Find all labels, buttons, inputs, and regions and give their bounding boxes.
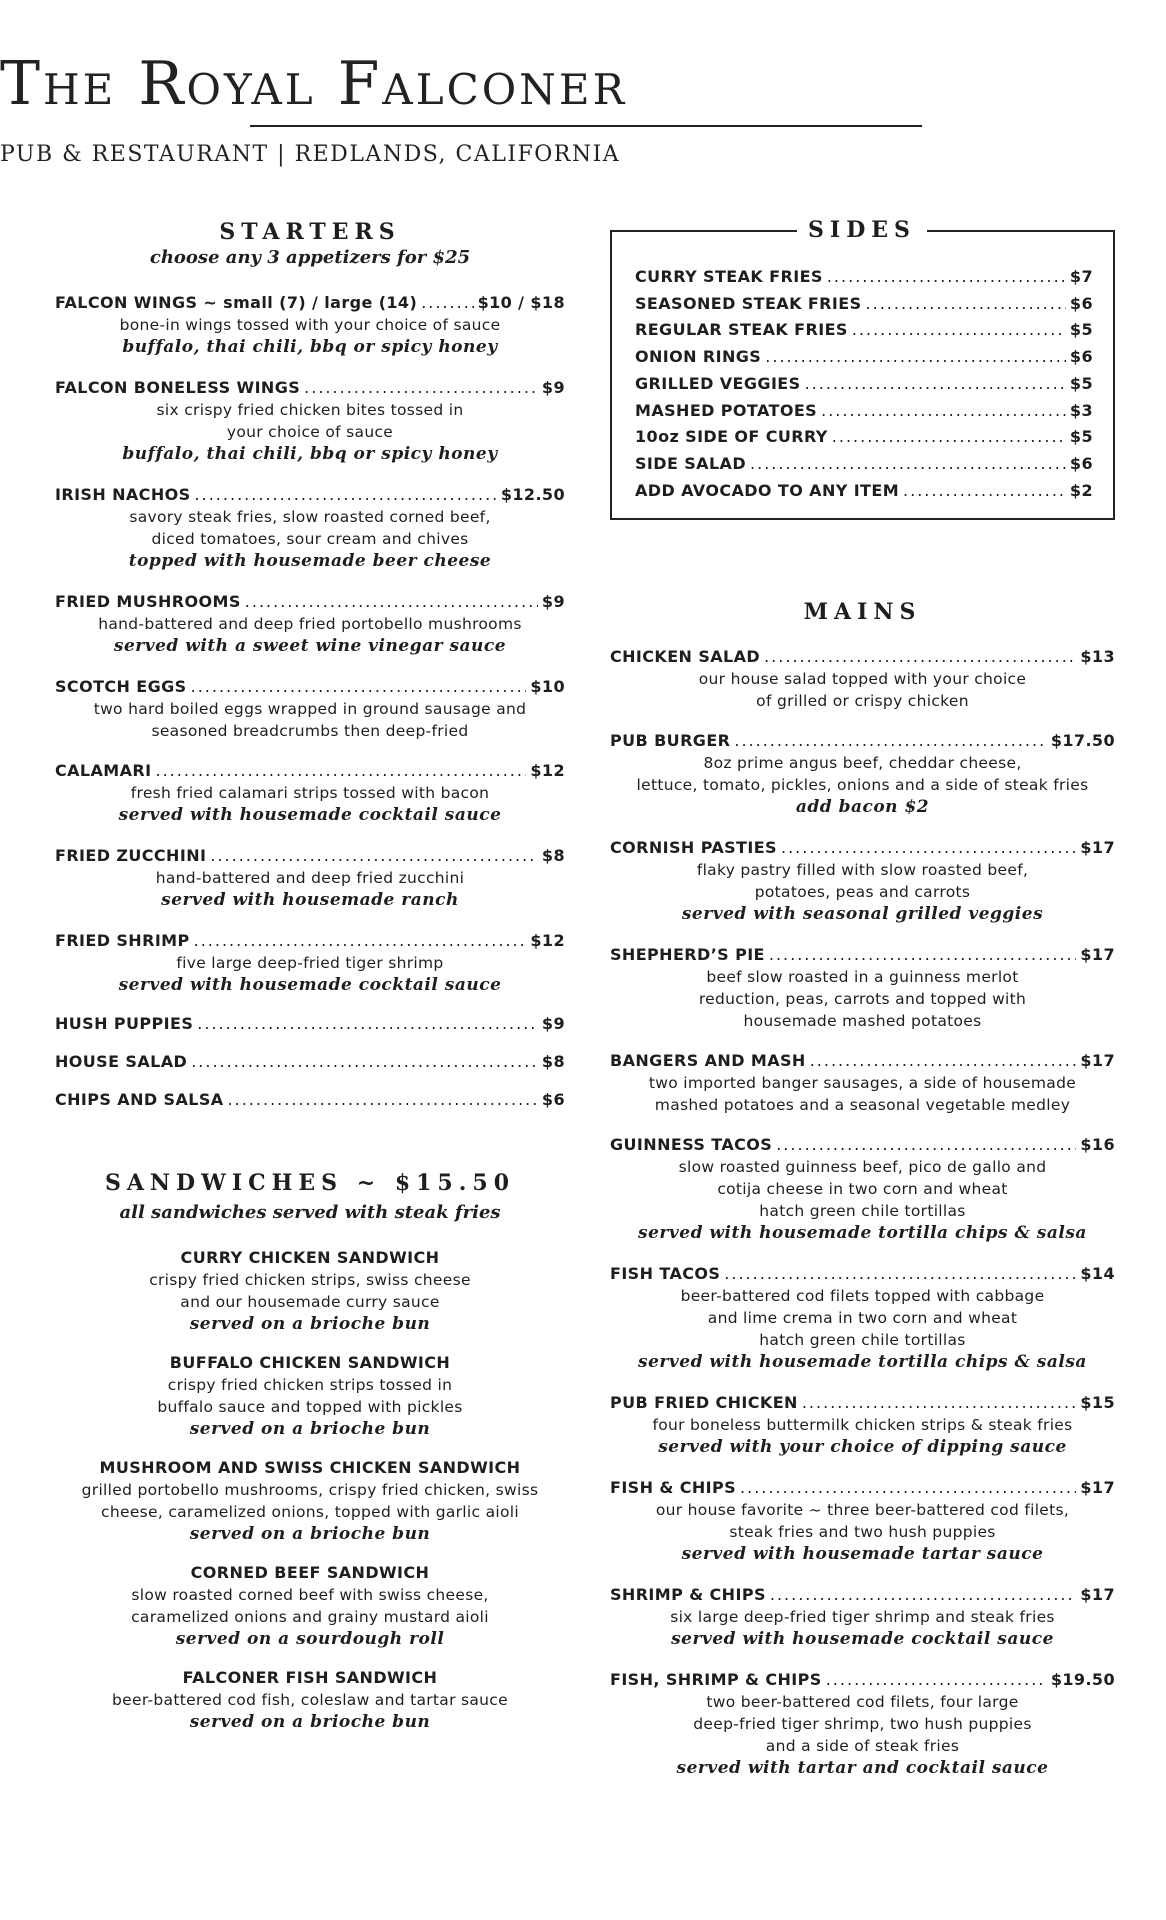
item-description: bone-in wings tossed with your choice of sauce xyxy=(119,316,501,334)
item-description: hand-battered and deep fried zucchini xyxy=(155,869,465,887)
dot-leader xyxy=(776,1134,1076,1156)
menu-item-row xyxy=(55,1089,565,1111)
sides-list xyxy=(635,264,1093,504)
restaurant-subtitle: PUB & RESTAURANT | REDLANDS, CALIFORNIA xyxy=(0,142,621,167)
menu-item-row xyxy=(610,730,1115,752)
sandwich-item xyxy=(55,1352,565,1441)
item-description: two beer-battered cod filets, four large xyxy=(706,1693,1019,1711)
side-item xyxy=(635,398,1093,425)
menu-item xyxy=(55,760,565,827)
item-serving-note: served with housemade tartar sauce xyxy=(681,1544,1044,1564)
item-description: 8oz prime angus beef, cheddar cheese, xyxy=(703,754,1022,772)
dot-leader xyxy=(769,944,1077,966)
item-serving-note: served with housemade cocktail sauce xyxy=(118,975,502,995)
menu-item xyxy=(610,1477,1115,1566)
menu-item-row xyxy=(610,944,1115,966)
item-description: lettuce, tomato, pickles, onions and a side of steak fries xyxy=(636,776,1089,794)
item-price: $8 xyxy=(541,846,565,865)
dot-leader xyxy=(228,1089,538,1111)
item-price: $12.50 xyxy=(500,485,565,504)
item-description: slow roasted guinness beef, pico de gallo and xyxy=(678,1158,1047,1176)
side-price: $6 xyxy=(1069,293,1093,313)
dot-leader xyxy=(764,646,1076,668)
menu-item-row xyxy=(55,1013,565,1035)
item-description: hand-battered and deep fried portobello mushrooms xyxy=(98,615,522,633)
item-description: and a side of steak fries xyxy=(765,1737,960,1755)
item-description: mashed potatoes and a seasonal vegetable medley xyxy=(654,1096,1071,1114)
side-item xyxy=(635,371,1093,398)
item-description: your choice of sauce xyxy=(226,423,394,441)
side-price: $5 xyxy=(1069,427,1093,447)
menu-item-row xyxy=(55,676,565,698)
side-price: $5 xyxy=(1069,320,1093,340)
menu-item xyxy=(610,1392,1115,1459)
menu-item xyxy=(55,591,565,658)
sandwich-description: buffalo sauce and topped with pickles xyxy=(157,1398,463,1416)
item-name: FRIED SHRIMP xyxy=(55,931,190,950)
item-name: PUB BURGER xyxy=(610,731,731,750)
item-serving-note: served with your choice of dipping sauce xyxy=(658,1437,1067,1457)
item-description: potatoes, peas and carrots xyxy=(754,883,971,901)
item-name: FISH, SHRIMP & CHIPS xyxy=(610,1670,822,1689)
menu-item-row xyxy=(55,1051,565,1073)
item-name: CHICKEN SALAD xyxy=(610,647,761,666)
dot-leader xyxy=(197,1013,538,1035)
dot-leader xyxy=(770,1584,1077,1606)
side-name: GRILLED VEGGIES xyxy=(635,373,801,393)
dot-leader xyxy=(734,730,1046,752)
item-description: reduction, peas, carrots and topped with xyxy=(698,990,1027,1008)
item-name: BANGERS AND MASH xyxy=(610,1051,806,1070)
restaurant-name: The Royal Falconer xyxy=(0,49,628,119)
dot-leader xyxy=(245,591,538,613)
item-price: $8 xyxy=(541,1052,565,1071)
item-description: two imported banger sausages, a side of housemade xyxy=(648,1074,1077,1092)
sandwich-name: FALCONER FISH SANDWICH xyxy=(182,1668,438,1687)
sandwich-description: grilled portobello mushrooms, crispy fried chicken, swiss xyxy=(81,1481,539,1499)
mains-list xyxy=(610,646,1115,1780)
dot-leader xyxy=(826,1669,1047,1691)
menu-item-row xyxy=(55,591,565,613)
item-name: IRISH NACHOS xyxy=(55,485,191,504)
menu-item-row xyxy=(610,837,1115,859)
item-description: seasoned breadcrumbs then deep-fried xyxy=(151,722,469,740)
dot-leader xyxy=(740,1477,1076,1499)
menu-item xyxy=(610,944,1115,1032)
item-name: FISH TACOS xyxy=(610,1264,721,1283)
item-name: SHEPHERD’S PIE xyxy=(610,945,765,964)
item-description: our house salad topped with your choice xyxy=(698,670,1027,688)
side-price: $2 xyxy=(1069,480,1093,500)
item-price: $16 xyxy=(1080,1135,1115,1154)
menu-item xyxy=(55,377,565,466)
item-description: and lime crema in two corn and wheat xyxy=(707,1309,1018,1327)
item-description: flaky pastry filled with slow roasted beef, xyxy=(696,861,1029,879)
item-name: FISH & CHIPS xyxy=(610,1478,737,1497)
item-description: beef slow roasted in a guinness merlot xyxy=(706,968,1019,986)
sandwich-serving-note: served on a brioche bun xyxy=(189,1524,431,1544)
item-name: SHRIMP & CHIPS xyxy=(610,1585,766,1604)
dot-leader xyxy=(191,676,527,698)
side-item xyxy=(635,478,1093,505)
sandwich-description: crispy fried chicken strips, swiss cheese xyxy=(149,1271,471,1289)
starters-subheading: choose any 3 appetizers for $25 xyxy=(149,247,471,268)
menu-item xyxy=(55,930,565,997)
dot-leader xyxy=(827,264,1066,291)
item-name: CALAMARI xyxy=(55,761,152,780)
menu-item xyxy=(610,837,1115,926)
dot-leader xyxy=(903,478,1066,505)
menu-item xyxy=(55,1013,565,1035)
item-description: cotija cheese in two corn and wheat xyxy=(717,1180,1008,1198)
item-description: housemade mashed potatoes xyxy=(743,1012,982,1030)
item-description: five large deep-fried tiger shrimp xyxy=(176,954,444,972)
item-serving-note: topped with housemade beer cheese xyxy=(128,551,492,571)
item-price: $9 xyxy=(541,378,565,397)
item-description: fresh fried calamari strips tossed with bacon xyxy=(130,784,490,802)
item-description: six crispy fried chicken bites tossed in xyxy=(156,401,464,419)
item-serving-note: served with a sweet wine vinegar sauce xyxy=(113,636,507,656)
menu-item-row xyxy=(610,1669,1115,1691)
item-description: hatch green chile tortillas xyxy=(759,1331,966,1349)
item-description: beer-battered cod filets topped with cabbage xyxy=(680,1287,1045,1305)
item-price: $14 xyxy=(1080,1264,1115,1283)
item-price: $6 xyxy=(541,1090,565,1109)
item-name: SCOTCH EGGS xyxy=(55,677,187,696)
item-description: diced tomatoes, sour cream and chives xyxy=(151,530,469,548)
dot-leader xyxy=(750,451,1066,478)
sandwich-description: caramelized onions and grainy mustard aioli xyxy=(131,1608,489,1626)
mains-heading: MAINS xyxy=(803,599,922,625)
item-name: CHIPS AND SALSA xyxy=(55,1090,224,1109)
item-serving-note: served with housemade cocktail sauce xyxy=(118,805,502,825)
menu-item-row xyxy=(610,646,1115,668)
side-item xyxy=(635,264,1093,291)
item-price: $17 xyxy=(1080,1051,1115,1070)
sandwich-description: slow roasted corned beef with swiss cheese, xyxy=(131,1586,489,1604)
dot-leader xyxy=(852,317,1066,344)
side-price: $6 xyxy=(1069,347,1093,367)
sandwiches-heading: SANDWICHES ~ $15.50 xyxy=(104,1170,516,1196)
item-price: $17 xyxy=(1080,838,1115,857)
sandwich-name: CURRY CHICKEN SANDWICH xyxy=(180,1248,440,1267)
sandwich-name: MUSHROOM AND SWISS CHICKEN SANDWICH xyxy=(99,1458,521,1477)
side-price: $7 xyxy=(1069,267,1093,286)
dot-leader xyxy=(210,845,538,867)
item-price: $12 xyxy=(530,761,565,780)
item-description: savory steak fries, slow roasted corned beef, xyxy=(129,508,491,526)
dot-leader xyxy=(832,424,1066,451)
item-name: FALCON WINGS ~ small (7) / large (14) xyxy=(55,293,418,312)
sandwich-list xyxy=(55,1247,565,1734)
dot-leader xyxy=(821,398,1066,425)
dot-leader xyxy=(155,760,526,782)
item-name: GUINNESS TACOS xyxy=(610,1135,773,1154)
menu-item xyxy=(610,1134,1115,1245)
menu-item-row xyxy=(55,377,565,399)
item-name: FALCON BONELESS WINGS xyxy=(55,378,301,397)
side-name: 10oz SIDE OF CURRY xyxy=(635,427,828,447)
dot-leader xyxy=(802,1392,1077,1414)
item-price: $17.50 xyxy=(1050,731,1115,750)
side-item xyxy=(635,317,1093,344)
header-divider xyxy=(250,125,922,127)
item-name: HOUSE SALAD xyxy=(55,1052,188,1071)
item-name: HUSH PUPPIES xyxy=(55,1014,194,1033)
side-item xyxy=(635,424,1093,451)
sandwich-serving-note: served on a brioche bun xyxy=(189,1419,431,1439)
sandwich-description: cheese, caramelized onions, topped with garlic aioli xyxy=(101,1503,519,1521)
item-price: $17 xyxy=(1080,945,1115,964)
dot-leader xyxy=(810,1050,1077,1072)
menu-item-row xyxy=(55,845,565,867)
dot-leader xyxy=(421,292,473,314)
dot-leader xyxy=(724,1263,1076,1285)
menu-item xyxy=(610,1263,1115,1374)
item-name: FRIED ZUCCHINI xyxy=(55,846,207,865)
sandwich-serving-note: served on a brioche bun xyxy=(189,1314,431,1334)
side-price: $3 xyxy=(1069,400,1093,420)
item-price: $15 xyxy=(1080,1393,1115,1412)
side-price: $5 xyxy=(1069,373,1093,393)
menu-item-row xyxy=(610,1477,1115,1499)
sandwich-serving-note: served on a brioche bun xyxy=(189,1712,431,1732)
menu-item xyxy=(55,1089,565,1111)
menu-item xyxy=(55,484,565,573)
sandwich-name: BUFFALO CHICKEN SANDWICH xyxy=(169,1353,451,1372)
side-name: MASHED POTATOES xyxy=(635,400,818,420)
item-serving-note: buffalo, thai chili, bbq or spicy honey xyxy=(122,337,498,357)
dot-leader xyxy=(304,377,538,399)
side-name: REGULAR STEAK FRIES xyxy=(635,320,848,340)
side-item xyxy=(635,291,1093,318)
dot-leader xyxy=(195,484,497,506)
sandwich-description: and our housemade curry sauce xyxy=(180,1293,440,1311)
dot-leader xyxy=(191,1051,538,1073)
item-price: $10 xyxy=(530,677,565,696)
sandwich-item xyxy=(55,1247,565,1336)
menu-item-row xyxy=(610,1050,1115,1072)
item-price: $19.50 xyxy=(1050,1670,1115,1689)
item-description: two hard boiled eggs wrapped in ground sausage and xyxy=(93,700,527,718)
item-serving-note: served with housemade cocktail sauce xyxy=(671,1629,1054,1649)
menu-item-row xyxy=(55,930,565,952)
sides-heading: SIDES xyxy=(797,216,927,244)
sandwich-name: CORNED BEEF SANDWICH xyxy=(190,1563,430,1582)
item-description: six large deep-fried tiger shrimp and steak fries xyxy=(670,1608,1055,1626)
item-price: $9 xyxy=(541,592,565,611)
sandwich-item xyxy=(55,1667,565,1734)
item-description: hatch green chile tortillas xyxy=(759,1202,966,1220)
dot-leader xyxy=(866,291,1066,318)
item-serving-note: served with housemade ranch xyxy=(161,890,459,910)
menu-item-row xyxy=(610,1263,1115,1285)
side-name: ADD AVOCADO TO ANY ITEM xyxy=(635,480,900,500)
sandwich-description: beer-battered cod fish, coleslaw and tartar sauce xyxy=(112,1691,508,1709)
mains-column xyxy=(610,598,1115,1780)
item-description: steak fries and two hush puppies xyxy=(729,1523,996,1541)
menu-item-row xyxy=(55,292,565,314)
item-description: four boneless buttermilk chicken strips & steak fries xyxy=(652,1416,1073,1434)
menu-item xyxy=(610,1584,1115,1651)
starters-list xyxy=(55,292,565,1111)
item-name: CORNISH PASTIES xyxy=(610,838,777,857)
side-name: CURRY STEAK FRIES xyxy=(635,267,823,286)
menu-item-row xyxy=(610,1584,1115,1606)
dot-leader xyxy=(765,344,1066,371)
item-description: of grilled or crispy chicken xyxy=(756,692,969,710)
item-price: $10 / $18 xyxy=(477,293,565,312)
menu-item xyxy=(610,730,1115,819)
item-price: $12 xyxy=(530,931,565,950)
sandwich-item xyxy=(55,1562,565,1651)
menu-item xyxy=(610,646,1115,712)
side-name: SIDE SALAD xyxy=(635,453,747,473)
menu-item xyxy=(610,1050,1115,1116)
menu-item xyxy=(610,1669,1115,1780)
menu-item-row xyxy=(55,760,565,782)
item-price: $13 xyxy=(1080,647,1115,666)
item-serving-note: served with seasonal grilled veggies xyxy=(681,904,1044,924)
dot-leader xyxy=(781,837,1076,859)
side-price: $6 xyxy=(1069,453,1093,473)
menu-item xyxy=(55,1051,565,1073)
item-price: $9 xyxy=(541,1014,565,1033)
item-serving-note: served with housemade tortilla chips & salsa xyxy=(638,1223,1087,1243)
item-serving-note: buffalo, thai chili, bbq or spicy honey xyxy=(122,444,498,464)
item-serving-note: served with tartar and cocktail sauce xyxy=(676,1758,1049,1778)
menu-item xyxy=(55,292,565,359)
menu-item-row xyxy=(55,484,565,506)
item-price: $17 xyxy=(1080,1585,1115,1604)
item-serving-note: add bacon $2 xyxy=(795,797,930,817)
sandwiches-subheading: all sandwiches served with steak fries xyxy=(119,1202,501,1223)
side-item xyxy=(635,451,1093,478)
menu-item xyxy=(55,845,565,912)
sandwich-description: crispy fried chicken strips tossed in xyxy=(167,1376,453,1394)
side-name: SEASONED STEAK FRIES xyxy=(635,293,862,313)
starters-heading: STARTERS xyxy=(219,219,401,245)
menu-item-row xyxy=(610,1392,1115,1414)
item-description: our house favorite ~ three beer-battered cod filets, xyxy=(655,1501,1070,1519)
item-name: FRIED MUSHROOMS xyxy=(55,592,241,611)
dot-leader xyxy=(194,930,527,952)
item-name: PUB FRIED CHICKEN xyxy=(610,1393,798,1412)
side-name: ONION RINGS xyxy=(635,347,762,367)
menu-item-row xyxy=(610,1134,1115,1156)
side-item xyxy=(635,344,1093,371)
item-price: $17 xyxy=(1080,1478,1115,1497)
sandwich-item xyxy=(55,1457,565,1546)
item-description: deep-fried tiger shrimp, two hush puppies xyxy=(693,1715,1032,1733)
dot-leader xyxy=(805,371,1066,398)
item-serving-note: served with housemade tortilla chips & salsa xyxy=(638,1352,1087,1372)
left-column xyxy=(55,218,565,1734)
menu-item xyxy=(55,676,565,742)
sandwich-serving-note: served on a sourdough roll xyxy=(175,1629,445,1649)
